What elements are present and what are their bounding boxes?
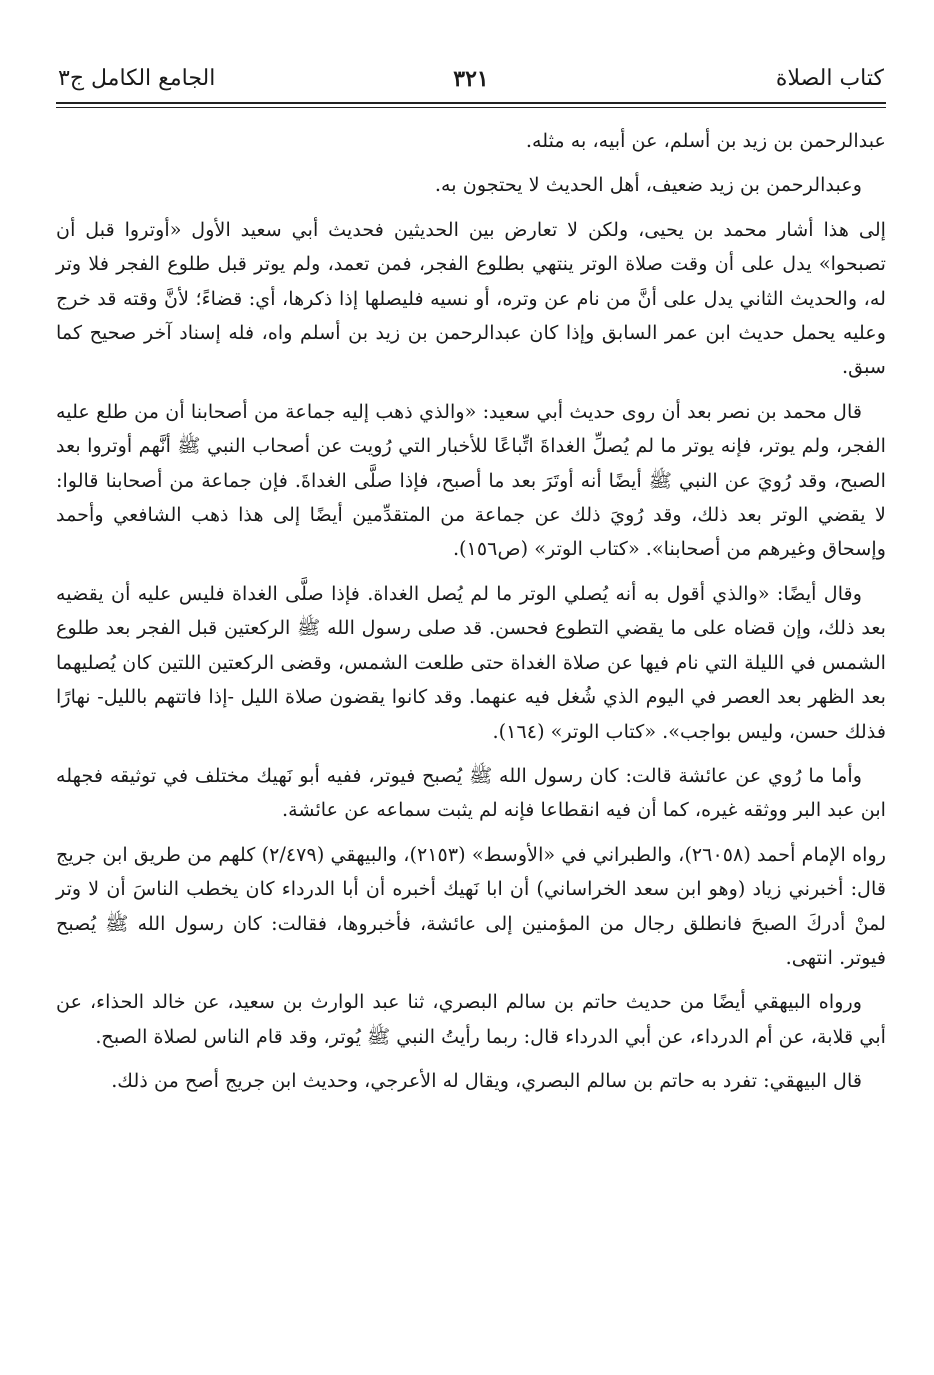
header-rule-thick — [56, 102, 886, 104]
book-title: كتاب الصلاة — [775, 66, 884, 91]
running-header — [56, 60, 886, 100]
paragraph-2: وعبدالرحمن بن زيد ضعيف، أهل الحديث لا يحتجون به. — [434, 173, 862, 197]
volume-title: الجامع الكامل ج٣ — [58, 66, 216, 91]
paragraph-1: عبدالرحمن بن زيد بن أسلم، عن أبيه، به مثله. — [525, 129, 886, 152]
book-page — [56, 60, 886, 1109]
paragraph-8: ورواه البيهقي أيضًا من حديث حاتم بن سالم البصري، ثنا عبد الوارث بن سعيد، عن خالد الحذاء، عن أبي قلابة، عن أم الدرداء، عن أبي الدرداء قال: ربما رأيتُ النبي ﷺ يُوتر، وقد قام الناس لصلاة الصبح. — [56, 990, 886, 1048]
paragraph-9: قال البيهقي: تفرد به حاتم بن سالم البصري، ويقال له الأعرجي، وحديث ابن جريج أصح من ذلك. — [111, 1069, 862, 1093]
paragraph-6: وأما ما رُوي عن عائشة قالت: كان رسول الله ﷺ يُصبح فيوتر، ففيه أبو نَهيك مختلف في توثيقه فجهله ابن عبد البر ووثقه غيره، كما أن فيه انقطاعا فإنه لم يثبت سماعه عن عائشة. — [56, 763, 886, 822]
paragraph-5: وقال أيضًا: «والذي أقول به أنه يُصلي الوتر ما لم يُصل الغداة. فإذا صلَّى الغداة فليس عليه أن يقضيه بعد ذلك، وإن قضاه على ما يقضي التطوع فحسن. قد صلى رسول الله ﷺ الركعتين قبل الفجر بعد طلوع الشمس في الليلة التي نام فيها عن صلاة الغداة حتى طلعت الشمس، وقضى الركعتين اللتين كان يُصليهما بعد الظهر بعد العصر في اليوم الذي شُغل فيه عنهما. وقد كانوا يقضون صلاة الليل -إذا فاتتهم بالليل- نهارًا فذلك حسن، وليس بواجب». «كتاب الوتر» (١٦٤). — [56, 581, 886, 743]
paragraph-3: إلى هذا أشار محمد بن يحيى، ولكن لا تعارض بين الحديثين فحديث أبي سعيد الأول «أوتروا قبل أن تصبحوا» يدل على أن وقت صلاة الوتر ينتهي بطلوع الفجر، فمن تعمد، ولم يوتر قبل طلوع الفجر فلا وتر له، والحديث الثاني يدل على أنَّ من نام عن وتره، أو نسيه فليصلها إذا ذكرها، أي: قضاءً؛ لأنَّ وقته قد خرج وعليه يحمل حديث ابن عمر السابق وإذا كان عبدالرحمن بن زيد بن أسلم واه، فله إسناد آخر صحيح كما سبق. — [56, 217, 886, 379]
paragraph-4: قال محمد بن نصر بعد أن روى حديث أبي سعيد: «والذي ذهب إليه جماعة من أصحابنا أن من طلع عليه الفجر، ولم يوتر، فإنه يوتر ما لم يُصلِّ الغداةَ اتِّباعًا للأخبار التي رُويت عن أصحاب النبي ﷺ أنَّهم أوتروا بعد الصبح، وقد رُويَ عن النبي ﷺ أيضًا أنه أوتَرَ بعد ما أصبح، فإذا صلَّى الغداةَ. فإن جماعة من أصحابنا قالوا: لا يقضي الوتر بعد ذلك، وقد رُويَ ذلك عن جماعة من المتقدِّمين أيضًا إلى هذا ذهب الشافعي وأحمد وإسحاق وغيرهم من أصحابنا». «كتاب الوتر» (ص١٥٦). — [56, 399, 886, 561]
paragraph-7: رواه الإمام أحمد (٢٦٠٥٨)، والطبراني في «الأوسط» (٢١٥٣)، والبيهقي (٢/٤٧٩) كلهم من طريق ابن جريج قال: أخبرني زياد (وهو ابن سعد الخراساني) أن ابا نَهيك أخبره أن أبا الدرداء كان يخطب الناسَ أن لا وتر لمنْ أدركَ الصبحَ فانطلق رجال من المؤمنين إلى عائشة، فأخبروها، فقالت: كان رسول الله ﷺ يُصبح فيوتر. انتهى. — [56, 842, 886, 969]
header-rule-thin — [56, 107, 886, 108]
main-text — [56, 124, 886, 1099]
page-number: ٣٢١ — [453, 66, 489, 92]
